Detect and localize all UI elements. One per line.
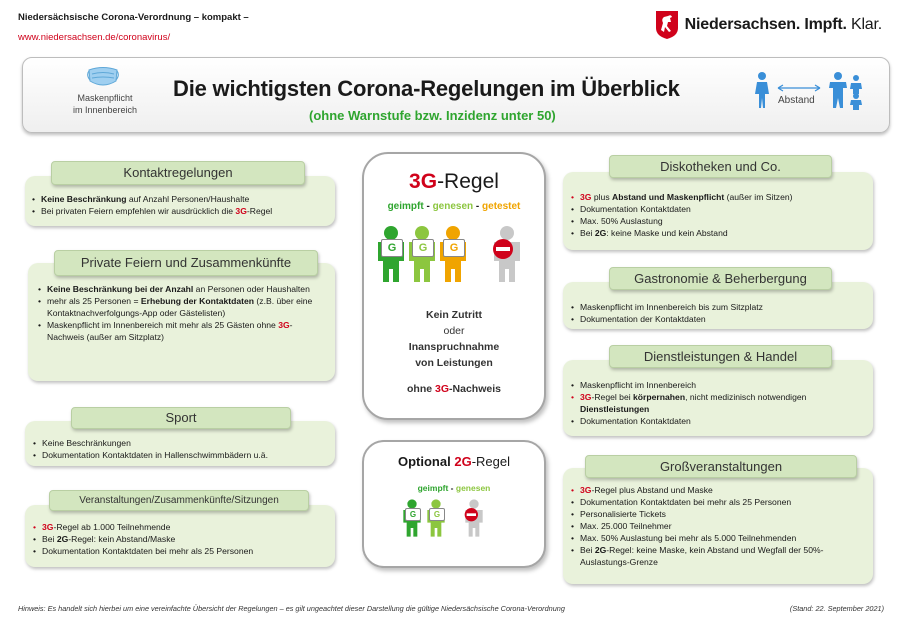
list-item: • Keine Beschränkung bei der Anzahl an Personen oder Haushalten	[38, 283, 328, 295]
list-item: • Maskenpflicht im Innenbereich mit mehr als 25 Gästen ohne 3G-Nachweis (außer am Sitzplatz)	[38, 319, 328, 343]
list-item: • Bei 2G: keine Maske und kein Abstand	[571, 227, 871, 239]
list-item: • Bei 2G-Regel: keine Maske, kein Abstand und Wegfall der 50%-Auslastungs-Grenze	[571, 544, 871, 568]
list-item: • Keine Beschränkung auf Anzahl Personen/Haushalte	[32, 193, 332, 205]
gastronomy-list	[571, 301, 871, 325]
rule-2g-title: Optional 2G-Regel	[398, 454, 510, 469]
list-item: • Dokumentation Kontaktdaten bei mehr als 25 Personen	[33, 545, 333, 557]
sport-list	[33, 437, 333, 461]
list-item: • mehr als 25 Personen = Erhebung der Kontaktdaten (z.B. über eine Kontaktnachverfolgungs-App oder Gästelisten)	[38, 295, 328, 319]
major-events-title: Großveranstaltungen	[585, 455, 857, 478]
list-item: • Dokumentation Kontaktdaten bei mehr als 25 Personen	[571, 496, 871, 508]
website-link[interactable]: www.niedersachsen.de/coronavirus/	[18, 32, 171, 43]
list-item: • 3G-Regel plus Abstand und Maske	[571, 484, 871, 496]
page-title: Die wichtigsten Corona-Regelungen im Überblick	[173, 76, 680, 101]
list-item: • Dokumentation Kontaktdaten	[571, 415, 871, 427]
no-entry-person-icon	[464, 498, 484, 543]
face-mask-icon	[86, 64, 120, 90]
events-title: Veranstaltungen/Zusammenkünfte/Sitzungen	[49, 490, 309, 511]
g-badge: G	[405, 508, 421, 521]
contact-rules-list	[32, 193, 332, 217]
page-subtitle: (ohne Warnstufe bzw. Inzidenz unter 50)	[309, 108, 556, 123]
private-events-list	[38, 283, 328, 343]
tested-person-icon	[438, 225, 468, 288]
brand-claim: Klar.	[850, 16, 882, 33]
vaccinated-person-icon	[402, 498, 422, 543]
distance-label: Abstand	[778, 95, 815, 106]
brand-name: Niedersachsen. Impft.	[684, 16, 847, 33]
brand-logo	[655, 10, 882, 40]
footer-date: (Stand: 22. September 2021)	[789, 604, 884, 613]
list-item: • Personalisierte Tickets	[571, 508, 871, 520]
mask-requirement-label: Maskenpflicht im Innenbereich	[72, 93, 138, 115]
g-badge: G	[381, 239, 403, 257]
events-list	[33, 521, 333, 557]
list-item: • Bei 2G-Regel: kein Abstand/Maske	[33, 533, 333, 545]
list-item: • Dokumentation der Kontaktdaten	[571, 313, 871, 325]
list-item: • Max. 25.000 Teilnehmer	[571, 520, 871, 532]
list-item: • Max. 50% Auslastung bei mehr als 5.000 Teilnehmenden	[571, 532, 871, 544]
list-item: • Max. 50% Auslastung	[571, 215, 871, 227]
contact-rules-title: Kontaktregelungen	[51, 161, 305, 185]
major-events-list	[571, 484, 871, 568]
services-title: Dienstleistungen & Handel	[609, 345, 832, 368]
g-badge: G	[429, 508, 445, 521]
g-badge: G	[412, 239, 434, 257]
list-item: • Keine Beschränkungen	[33, 437, 333, 449]
list-item: • 3G-Regel ab 1.000 Teilnehmende	[33, 521, 333, 533]
vaccinated-person-icon	[376, 225, 406, 288]
services-list	[571, 379, 871, 427]
g-badge: G	[443, 239, 465, 257]
list-item: • Maskenpflicht im Innenbereich bis zum Sitzplatz	[571, 301, 871, 313]
footer-disclaimer: Hinweis: Es handelt sich hierbei um eine vereinfachte Übersicht der Regelungen – es gilt ungeachtet dieser Darstellung die gültige Niedersächsische Corona-Verordnung	[18, 604, 565, 613]
private-events-title: Private Feiern und Zusammenkünfte	[54, 250, 318, 276]
list-item: • Maskenpflicht im Innenbereich	[571, 379, 871, 391]
rule-2g-categories: geimpft - genesen	[417, 483, 491, 493]
rule-3g-description: Kein Zutritt oder Inanspruchnahme von Leistungen ohne 3G-Nachweis	[407, 309, 501, 395]
rule-3g-categories: geimpft - genesen - getestet	[387, 201, 521, 212]
discos-title: Diskotheken und Co.	[609, 155, 832, 178]
list-item: • Dokumentation Kontaktdaten in Hallenschwimmbädern u.ä.	[33, 449, 333, 461]
recovered-person-icon	[426, 498, 446, 543]
document-title: Niedersächsische Corona-Verordnung – kompakt –	[18, 12, 249, 23]
recovered-person-icon	[407, 225, 437, 288]
no-entry-person-icon	[492, 225, 522, 288]
sport-title: Sport	[71, 407, 291, 429]
rule-3g-title: 3G-Regel	[409, 170, 499, 193]
list-item: • Dokumentation Kontaktdaten	[571, 203, 871, 215]
horse-crest-icon	[655, 10, 679, 40]
list-item: • 3G-Regel bei körpernahen, nicht medizinisch notwendigen Dienstleistungen	[571, 391, 871, 415]
list-item: • 3G plus Abstand und Maskenpflicht (außer im Sitzen)	[571, 191, 871, 203]
list-item: • Bei privaten Feiern empfehlen wir ausdrücklich die 3G-Regel	[32, 205, 332, 217]
gastronomy-title: Gastronomie & Beherbergung	[609, 267, 832, 290]
discos-list	[571, 191, 871, 239]
